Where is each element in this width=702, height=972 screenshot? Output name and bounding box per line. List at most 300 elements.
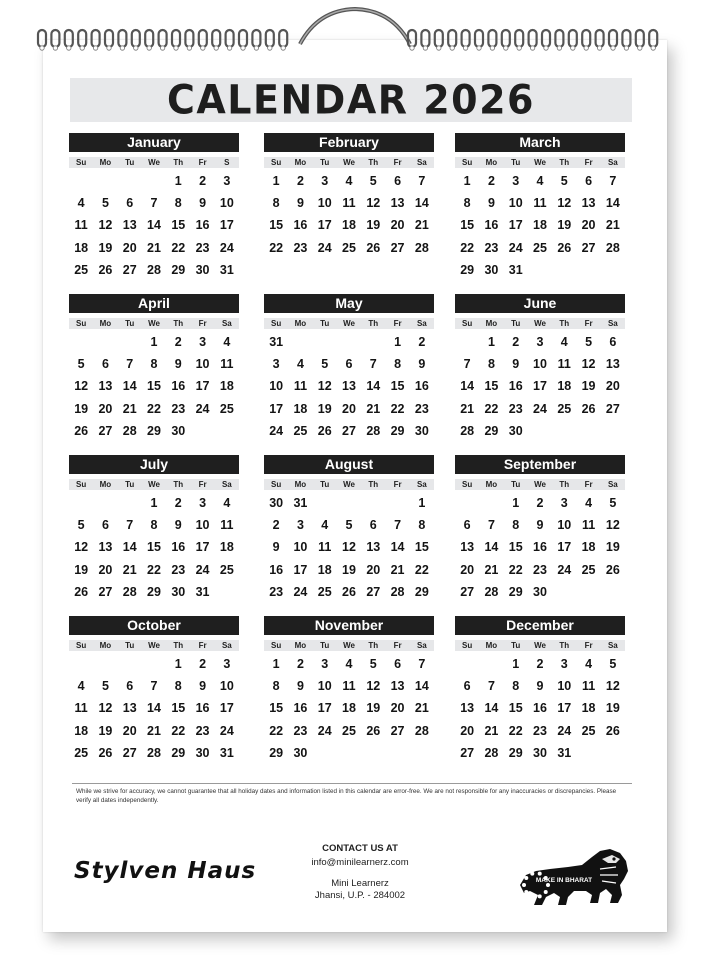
month-name: June bbox=[455, 294, 625, 313]
day-grid bbox=[69, 492, 239, 603]
day-cell: 30 bbox=[171, 584, 186, 599]
day-cell: 5 bbox=[585, 335, 593, 349]
weekday-label: We bbox=[148, 158, 160, 167]
day-cell: 15 bbox=[390, 379, 405, 394]
day-cell: 28 bbox=[390, 584, 405, 599]
gear-tooth bbox=[538, 894, 542, 898]
day-cell: 29 bbox=[171, 745, 186, 760]
weekday-label: Mo bbox=[99, 641, 112, 650]
day-cell: 23 bbox=[171, 401, 186, 416]
weekday-header bbox=[455, 157, 625, 168]
day-cell: 26 bbox=[342, 584, 356, 599]
weekday-label: Th bbox=[368, 480, 379, 489]
day-cell: 18 bbox=[557, 379, 572, 394]
weekday-label: Sa bbox=[221, 480, 232, 489]
day-cell: 29 bbox=[508, 745, 523, 760]
day-cell: 14 bbox=[147, 218, 161, 233]
month-june bbox=[455, 294, 625, 442]
day-cell: 1 bbox=[512, 496, 520, 510]
day-cell: 12 bbox=[557, 196, 572, 211]
day-cell: 4 bbox=[223, 496, 231, 510]
weekday-label: Th bbox=[173, 158, 184, 167]
day-cell: 17 bbox=[533, 379, 547, 394]
day-cell: 3 bbox=[560, 496, 568, 510]
day-cell: 2 bbox=[272, 518, 280, 533]
month-november bbox=[264, 616, 434, 764]
day-cell: 12 bbox=[98, 218, 113, 233]
day-cell: 21 bbox=[484, 723, 499, 738]
weekday-label: Sa bbox=[607, 158, 618, 167]
day-cell: 12 bbox=[366, 196, 381, 211]
day-cell: 27 bbox=[122, 745, 137, 760]
day-cell: 26 bbox=[366, 723, 381, 738]
empty-cell bbox=[337, 259, 361, 281]
day-cell: 15 bbox=[269, 218, 284, 233]
day-cell: 13 bbox=[460, 540, 475, 555]
day-cell: 29 bbox=[147, 584, 161, 599]
empty-cell bbox=[576, 742, 600, 764]
weekday-label: Su bbox=[271, 480, 282, 489]
day-cell: 20 bbox=[342, 401, 356, 416]
day-cell: 9 bbox=[296, 679, 304, 694]
day-cell: 11 bbox=[581, 679, 596, 694]
day-cell: 26 bbox=[74, 584, 89, 599]
day-cell: 12 bbox=[581, 357, 596, 372]
empty-cell bbox=[142, 653, 166, 675]
day-cell: 6 bbox=[126, 679, 134, 694]
day-cell: 26 bbox=[557, 240, 572, 255]
weekday-label: Th bbox=[559, 319, 570, 328]
day-cell: 28 bbox=[147, 262, 161, 277]
day-cell: 12 bbox=[98, 701, 113, 716]
day-cell: 4 bbox=[536, 174, 544, 188]
day-cell: 2 bbox=[174, 335, 182, 349]
weekday-label: Mo bbox=[294, 641, 307, 650]
weekday-label: Mo bbox=[485, 480, 498, 489]
day-cell: 2 bbox=[536, 657, 544, 671]
empty-cell bbox=[118, 653, 142, 675]
day-cell: 30 bbox=[533, 584, 547, 599]
empty-cell bbox=[215, 420, 239, 442]
weekday-label: Tu bbox=[320, 158, 330, 167]
day-cell: 15 bbox=[269, 701, 284, 716]
empty-cell bbox=[288, 259, 312, 281]
month-february bbox=[264, 133, 434, 281]
day-cell: 8 bbox=[394, 357, 402, 372]
weekday-label: Tu bbox=[320, 319, 330, 328]
weekday-header bbox=[69, 318, 239, 329]
day-cell: 17 bbox=[269, 401, 284, 416]
day-cell: 21 bbox=[605, 218, 620, 233]
day-grid bbox=[264, 170, 434, 281]
day-cell: 5 bbox=[369, 657, 377, 671]
day-cell: 23 bbox=[269, 584, 284, 599]
day-cell: 20 bbox=[605, 379, 620, 394]
empty-cell bbox=[552, 581, 576, 603]
day-cell: 25 bbox=[581, 723, 596, 738]
contact-email[interactable]: info@minilearnerz.com bbox=[311, 857, 409, 868]
day-cell: 22 bbox=[269, 723, 284, 738]
day-cell: 16 bbox=[269, 562, 284, 577]
day-cell: 24 bbox=[508, 240, 523, 255]
day-cell: 26 bbox=[317, 423, 332, 438]
weekday-label: Th bbox=[559, 158, 570, 167]
day-cell: 30 bbox=[533, 745, 547, 760]
weekday-label: Sa bbox=[221, 641, 232, 650]
day-cell: 10 bbox=[269, 379, 284, 394]
day-cell: 1 bbox=[150, 496, 158, 510]
day-cell: 29 bbox=[390, 423, 405, 438]
weekday-label: Mo bbox=[294, 158, 307, 167]
day-cell: 12 bbox=[317, 379, 332, 394]
weekday-label: Sa bbox=[416, 480, 427, 489]
weekday-header bbox=[264, 157, 434, 168]
day-cell: 21 bbox=[366, 401, 381, 416]
month-name: February bbox=[264, 133, 434, 152]
day-cell: 24 bbox=[219, 723, 234, 738]
month-september bbox=[455, 455, 625, 603]
day-cell: 11 bbox=[342, 196, 356, 211]
day-cell: 10 bbox=[219, 679, 234, 694]
day-grid bbox=[455, 331, 625, 442]
day-cell: 1 bbox=[150, 335, 158, 349]
weekday-label: Sa bbox=[416, 319, 427, 328]
day-grid bbox=[455, 170, 625, 281]
empty-cell bbox=[410, 259, 434, 281]
day-cell: 7 bbox=[609, 174, 617, 188]
day-cell: 2 bbox=[174, 496, 182, 510]
day-cell: 31 bbox=[195, 584, 210, 599]
month-december bbox=[455, 616, 625, 764]
weekday-label: Th bbox=[368, 158, 379, 167]
day-cell: 19 bbox=[605, 540, 620, 555]
weekday-header bbox=[455, 479, 625, 490]
empty-cell bbox=[455, 331, 479, 353]
weekday-label: Su bbox=[76, 480, 87, 489]
day-cell: 8 bbox=[150, 357, 158, 372]
day-cell: 28 bbox=[605, 240, 620, 255]
day-cell: 12 bbox=[366, 679, 381, 694]
day-grid bbox=[455, 653, 625, 764]
day-cell: 5 bbox=[609, 496, 617, 510]
empty-cell bbox=[313, 492, 337, 514]
day-cell: 3 bbox=[223, 174, 231, 188]
day-cell: 14 bbox=[605, 196, 620, 211]
weekday-label: Mo bbox=[99, 158, 112, 167]
day-cell: 31 bbox=[269, 335, 284, 349]
day-cell: 21 bbox=[390, 562, 405, 577]
day-grid bbox=[264, 331, 434, 442]
footer-divider bbox=[72, 783, 632, 784]
day-cell: 19 bbox=[581, 379, 596, 394]
day-cell: 10 bbox=[195, 357, 210, 372]
day-cell: 13 bbox=[122, 218, 137, 233]
weekday-label: We bbox=[343, 158, 355, 167]
weekday-label: We bbox=[343, 480, 355, 489]
weekday-header bbox=[264, 479, 434, 490]
day-cell: 11 bbox=[220, 518, 234, 533]
day-cell: 27 bbox=[342, 423, 356, 438]
day-cell: 16 bbox=[171, 379, 186, 394]
day-cell: 19 bbox=[366, 701, 381, 716]
empty-cell bbox=[190, 420, 214, 442]
month-name: July bbox=[69, 455, 239, 474]
day-cell: 21 bbox=[460, 401, 475, 416]
day-cell: 17 bbox=[508, 218, 523, 233]
empty-cell bbox=[118, 492, 142, 514]
day-cell: 7 bbox=[394, 518, 402, 533]
empty-cell bbox=[601, 420, 625, 442]
day-cell: 26 bbox=[605, 562, 620, 577]
day-cell: 8 bbox=[487, 357, 495, 372]
day-cell: 18 bbox=[74, 240, 89, 255]
day-cell: 18 bbox=[581, 701, 596, 716]
day-cell: 3 bbox=[272, 357, 280, 372]
month-name: September bbox=[455, 455, 625, 474]
day-cell: 4 bbox=[296, 357, 304, 372]
weekday-header bbox=[455, 318, 625, 329]
day-cell: 6 bbox=[585, 174, 593, 188]
gear-tooth bbox=[544, 890, 548, 894]
empty-cell bbox=[601, 581, 625, 603]
day-cell: 4 bbox=[585, 496, 593, 510]
day-cell: 26 bbox=[98, 262, 113, 277]
day-cell: 22 bbox=[390, 401, 405, 416]
empty-cell bbox=[118, 331, 142, 353]
day-cell: 25 bbox=[74, 262, 89, 277]
day-cell: 26 bbox=[605, 723, 620, 738]
day-cell: 25 bbox=[533, 240, 547, 255]
day-cell: 19 bbox=[557, 218, 572, 233]
empty-cell bbox=[288, 331, 312, 353]
day-cell: 25 bbox=[317, 584, 332, 599]
weekday-label: Mo bbox=[294, 319, 307, 328]
day-cell: 23 bbox=[171, 562, 186, 577]
day-cell: 22 bbox=[460, 240, 475, 255]
day-cell: 11 bbox=[74, 218, 88, 233]
day-cell: 16 bbox=[195, 701, 210, 716]
day-cell: 1 bbox=[512, 657, 520, 671]
day-cell: 18 bbox=[342, 218, 356, 233]
day-cell: 7 bbox=[463, 357, 471, 372]
day-cell: 10 bbox=[293, 540, 308, 555]
day-cell: 1 bbox=[174, 657, 182, 671]
day-cell: 27 bbox=[122, 262, 137, 277]
empty-cell bbox=[69, 170, 93, 192]
weekday-label: We bbox=[534, 641, 546, 650]
day-cell: 6 bbox=[394, 174, 402, 188]
day-cell: 6 bbox=[463, 518, 471, 533]
day-cell: 10 bbox=[195, 518, 210, 533]
day-cell: 30 bbox=[195, 745, 210, 760]
day-cell: 9 bbox=[199, 679, 207, 694]
empty-cell bbox=[361, 742, 385, 764]
weekday-label: We bbox=[148, 480, 160, 489]
day-cell: 27 bbox=[366, 584, 381, 599]
weekday-label: S bbox=[224, 158, 230, 167]
day-cell: 7 bbox=[150, 196, 158, 211]
day-cell: 1 bbox=[418, 496, 426, 510]
weekday-label: Mo bbox=[99, 319, 112, 328]
day-cell: 6 bbox=[369, 518, 377, 533]
day-cell: 4 bbox=[77, 196, 85, 211]
month-name: August bbox=[264, 455, 434, 474]
make-in-bharat-lion-logo bbox=[516, 845, 632, 907]
day-cell: 13 bbox=[366, 540, 381, 555]
day-cell: 22 bbox=[508, 723, 523, 738]
day-cell: 24 bbox=[195, 401, 210, 416]
day-cell: 20 bbox=[581, 218, 596, 233]
day-cell: 19 bbox=[74, 562, 89, 577]
month-august bbox=[264, 455, 434, 603]
day-cell: 23 bbox=[484, 240, 499, 255]
day-cell: 17 bbox=[317, 701, 332, 716]
day-cell: 9 bbox=[418, 357, 426, 372]
day-cell: 14 bbox=[390, 540, 405, 555]
empty-cell bbox=[601, 259, 625, 281]
weekday-label: Su bbox=[76, 319, 87, 328]
day-cell: 16 bbox=[533, 701, 547, 716]
weekday-label: Th bbox=[173, 641, 184, 650]
day-cell: 7 bbox=[418, 657, 426, 671]
weekday-label: Fr bbox=[393, 319, 402, 328]
weekday-label: Fr bbox=[393, 158, 402, 167]
day-cell: 9 bbox=[174, 357, 182, 372]
day-cell: 28 bbox=[460, 423, 475, 438]
day-cell: 20 bbox=[390, 218, 405, 233]
empty-cell bbox=[455, 653, 479, 675]
day-cell: 21 bbox=[484, 562, 499, 577]
weekday-label: We bbox=[148, 641, 160, 650]
weekday-label: Tu bbox=[320, 480, 330, 489]
gear-tooth bbox=[530, 894, 534, 898]
day-cell: 1 bbox=[463, 174, 471, 188]
day-cell: 24 bbox=[317, 240, 332, 255]
page-title: CALENDAR 2026 bbox=[167, 76, 535, 124]
day-cell: 4 bbox=[585, 657, 593, 671]
day-cell: 14 bbox=[147, 701, 161, 716]
logo-text: MAKE IN BHARAT bbox=[535, 877, 593, 884]
day-cell: 23 bbox=[195, 240, 210, 255]
day-cell: 24 bbox=[557, 562, 572, 577]
day-cell: 18 bbox=[74, 723, 89, 738]
month-name: April bbox=[69, 294, 239, 313]
day-cell: 10 bbox=[557, 518, 572, 533]
day-cell: 13 bbox=[98, 540, 113, 555]
empty-cell bbox=[69, 492, 93, 514]
weekday-label: Sa bbox=[416, 158, 427, 167]
empty-cell bbox=[479, 492, 503, 514]
weekday-label: Fr bbox=[198, 480, 207, 489]
day-cell: 22 bbox=[147, 562, 161, 577]
day-cell: 4 bbox=[560, 335, 568, 349]
day-cell: 16 bbox=[484, 218, 499, 233]
day-cell: 10 bbox=[557, 679, 572, 694]
empty-cell bbox=[69, 653, 93, 675]
day-cell: 17 bbox=[195, 540, 210, 555]
gear-tooth bbox=[530, 872, 534, 876]
day-grid bbox=[264, 492, 434, 603]
weekday-label: Su bbox=[76, 158, 87, 167]
day-cell: 20 bbox=[98, 401, 113, 416]
day-cell: 10 bbox=[533, 357, 547, 372]
day-cell: 15 bbox=[414, 540, 429, 555]
weekday-label: Th bbox=[559, 480, 570, 489]
day-cell: 14 bbox=[484, 540, 499, 555]
day-cell: 10 bbox=[508, 196, 523, 211]
day-cell: 2 bbox=[536, 496, 544, 510]
day-cell: 15 bbox=[508, 701, 523, 716]
day-cell: 2 bbox=[512, 335, 520, 349]
day-cell: 17 bbox=[195, 379, 210, 394]
day-cell: 9 bbox=[512, 357, 520, 372]
day-cell: 16 bbox=[171, 540, 186, 555]
day-cell: 5 bbox=[560, 174, 568, 188]
day-cell: 24 bbox=[219, 240, 234, 255]
day-cell: 5 bbox=[369, 174, 377, 188]
day-cell: 16 bbox=[508, 379, 523, 394]
day-cell: 9 bbox=[296, 196, 304, 211]
day-cell: 21 bbox=[122, 562, 137, 577]
day-cell: 21 bbox=[122, 401, 137, 416]
day-cell: 22 bbox=[508, 562, 523, 577]
weekday-label: We bbox=[534, 158, 546, 167]
day-cell: 2 bbox=[296, 657, 304, 671]
day-cell: 13 bbox=[460, 701, 475, 716]
empty-cell bbox=[552, 420, 576, 442]
day-cell: 29 bbox=[171, 262, 186, 277]
empty-cell bbox=[337, 492, 361, 514]
day-cell: 15 bbox=[147, 540, 161, 555]
day-cell: 5 bbox=[321, 357, 329, 372]
weekday-label: Tu bbox=[320, 641, 330, 650]
day-cell: 6 bbox=[394, 657, 402, 671]
day-cell: 3 bbox=[512, 174, 520, 188]
weekday-label: Tu bbox=[125, 158, 135, 167]
hanger-wire bbox=[300, 9, 410, 44]
month-march bbox=[455, 133, 625, 281]
day-cell: 3 bbox=[199, 335, 207, 349]
day-cell: 17 bbox=[557, 540, 572, 555]
weekday-label: Sa bbox=[416, 641, 427, 650]
empty-cell bbox=[93, 492, 117, 514]
day-cell: 18 bbox=[581, 540, 596, 555]
day-cell: 14 bbox=[414, 679, 429, 694]
day-cell: 19 bbox=[342, 562, 356, 577]
weekday-label: Fr bbox=[584, 480, 593, 489]
day-cell: 23 bbox=[414, 401, 429, 416]
day-cell: 24 bbox=[269, 423, 284, 438]
month-october bbox=[69, 616, 239, 764]
month-name: May bbox=[264, 294, 434, 313]
day-cell: 30 bbox=[195, 262, 210, 277]
day-cell: 11 bbox=[342, 679, 356, 694]
day-cell: 12 bbox=[605, 679, 620, 694]
day-cell: 14 bbox=[122, 379, 137, 394]
day-cell: 9 bbox=[536, 679, 544, 694]
day-cell: 2 bbox=[199, 174, 207, 188]
day-cell: 3 bbox=[223, 657, 231, 671]
day-cell: 3 bbox=[296, 518, 304, 533]
day-cell: 9 bbox=[199, 196, 207, 211]
day-cell: 7 bbox=[487, 518, 495, 533]
day-cell: 9 bbox=[536, 518, 544, 533]
day-cell: 31 bbox=[557, 745, 572, 760]
day-cell: 18 bbox=[342, 701, 356, 716]
day-grid bbox=[69, 653, 239, 764]
day-cell: 9 bbox=[174, 518, 182, 533]
day-cell: 7 bbox=[126, 518, 134, 533]
